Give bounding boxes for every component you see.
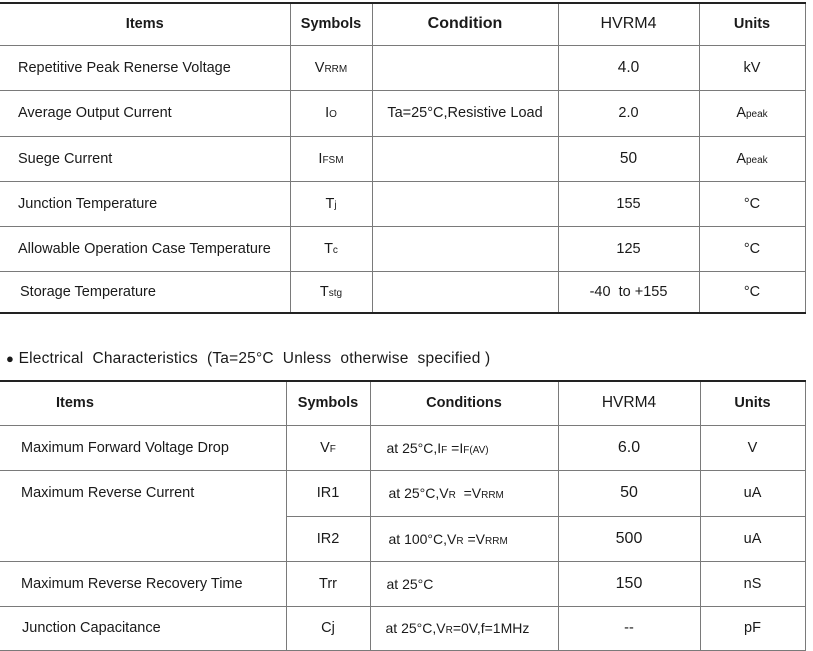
symbol: Trr <box>286 561 370 606</box>
value: 50 <box>558 136 699 181</box>
table-row <box>0 425 805 470</box>
header-items: Items <box>0 3 290 45</box>
item-label: Average Output Current <box>0 90 290 136</box>
item-label: Suege Current <box>0 136 290 181</box>
condition: at 25°C,VR=0V,f=1MHz <box>370 606 558 650</box>
unit: Apeak <box>699 136 805 181</box>
unit: Apeak <box>699 90 805 136</box>
value: 155 <box>558 181 699 226</box>
symbol: VF <box>286 425 370 470</box>
bullet-icon: ● <box>6 351 15 366</box>
table-row <box>0 45 805 90</box>
item-label: Repetitive Peak Renerse Voltage <box>0 45 290 90</box>
value: -- <box>558 606 700 650</box>
condition: at 25°C,VR =VRRM <box>370 470 558 516</box>
unit: uA <box>700 516 805 561</box>
condition: Ta=25°C,Resistive Load <box>372 90 558 136</box>
value: 2.0 <box>558 90 699 136</box>
header-units: Units <box>699 3 805 45</box>
condition <box>372 226 558 271</box>
symbol: IR1 <box>286 470 370 516</box>
value: 50 <box>558 470 700 516</box>
table-row <box>0 561 805 606</box>
table-row <box>0 136 805 181</box>
symbol: VRRM <box>290 45 372 90</box>
table-row <box>0 90 805 136</box>
value: 125 <box>558 226 699 271</box>
header-items: Items <box>0 381 286 425</box>
unit: nS <box>700 561 805 606</box>
header-condition: Condition <box>372 3 558 45</box>
condition <box>372 136 558 181</box>
item-label: Allowable Operation Case Temperature <box>0 226 290 271</box>
header-symbols: Symbols <box>286 381 370 425</box>
symbol: IR2 <box>286 516 370 561</box>
condition: at 25°C,IF =IF(AV) <box>370 425 558 470</box>
item-label: Maximum Forward Voltage Drop <box>0 425 286 470</box>
item-label: Maximum Reverse Recovery Time <box>0 561 286 606</box>
unit: uA <box>700 470 805 516</box>
value: 500 <box>558 516 700 561</box>
electrical-characteristics-table <box>0 380 806 651</box>
header-symbols: Symbols <box>290 3 372 45</box>
header-model: HVRM4 <box>558 381 700 425</box>
value: 150 <box>558 561 700 606</box>
symbol: Tstg <box>290 271 372 313</box>
header-conditions: Conditions <box>370 381 558 425</box>
section-heading <box>6 350 490 368</box>
table-row <box>0 226 805 271</box>
symbol: IO <box>290 90 372 136</box>
unit: °C <box>699 226 805 271</box>
symbol: Cj <box>286 606 370 650</box>
unit: °C <box>699 271 805 313</box>
table-row <box>0 271 805 313</box>
table-row <box>0 606 805 650</box>
unit: °C <box>699 181 805 226</box>
value: -40 to +155 <box>558 271 699 313</box>
condition: at 25°C <box>370 561 558 606</box>
unit: V <box>700 425 805 470</box>
condition <box>372 271 558 313</box>
item-label: Maximum Reverse Current <box>0 470 286 561</box>
condition <box>372 45 558 90</box>
table-row <box>0 470 805 516</box>
value: 4.0 <box>558 45 699 90</box>
max-ratings-table <box>0 2 806 314</box>
symbol: Tc <box>290 226 372 271</box>
condition <box>372 181 558 226</box>
value: 6.0 <box>558 425 700 470</box>
unit: pF <box>700 606 805 650</box>
item-label: Junction Capacitance <box>0 606 286 650</box>
unit: kV <box>699 45 805 90</box>
header-units: Units <box>700 381 805 425</box>
section-title: Electrical Characteristics (Ta=25°C Unless otherwise specified ) <box>18 350 491 367</box>
item-label: Storage Temperature <box>0 271 290 313</box>
table-row <box>0 181 805 226</box>
item-label: Junction Temperature <box>0 181 290 226</box>
condition: at 100°C,VR =VRRM <box>370 516 558 561</box>
symbol: Tj <box>290 181 372 226</box>
header-model: HVRM4 <box>558 3 699 45</box>
symbol: IFSM <box>290 136 372 181</box>
